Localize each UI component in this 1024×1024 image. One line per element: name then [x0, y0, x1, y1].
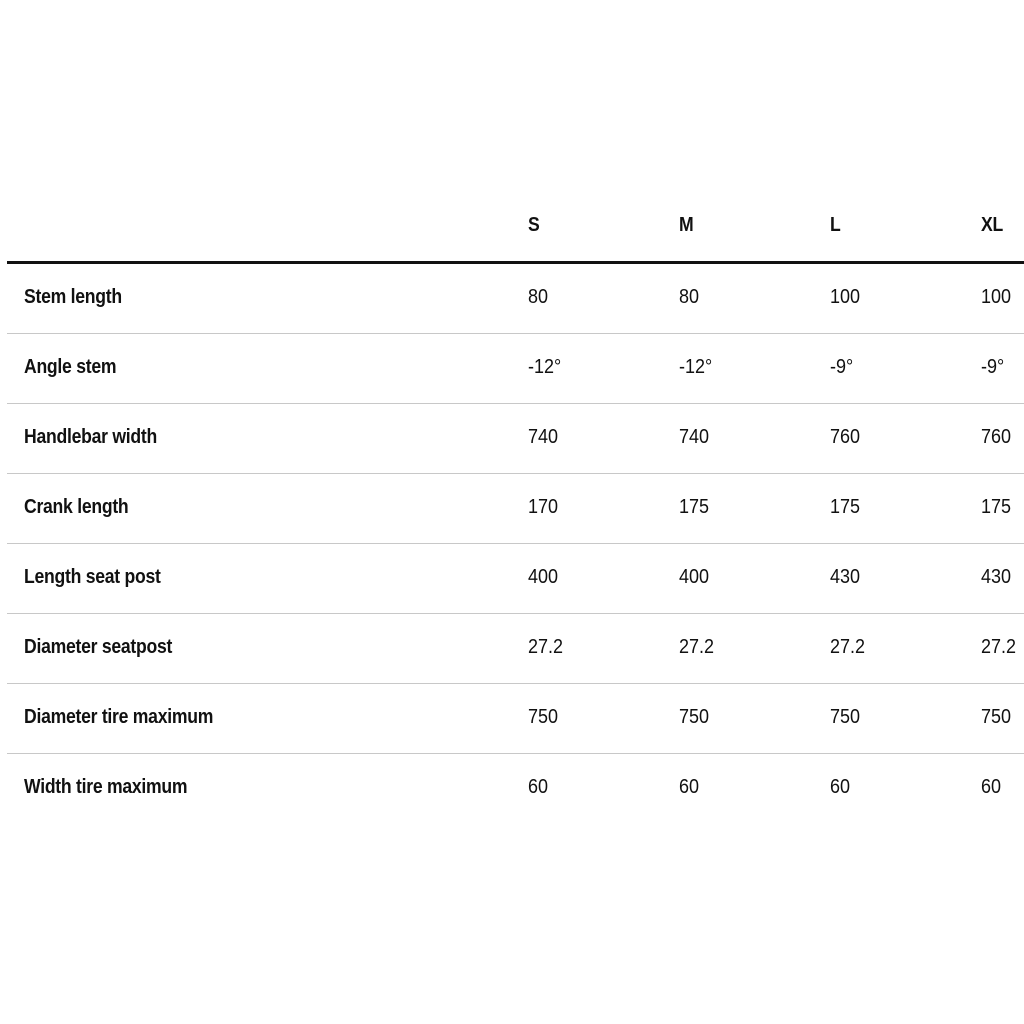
row-label: Angle stem — [24, 356, 117, 378]
table-cell: 175 — [830, 496, 861, 518]
table-cell: -12° — [528, 356, 562, 378]
table-row — [7, 474, 1024, 544]
table-cell: 27.2 — [679, 636, 715, 658]
table-cell: 60 — [528, 776, 549, 798]
header-size-s: S — [528, 214, 540, 236]
table-cell: 430 — [981, 566, 1012, 588]
table-cell: 740 — [528, 426, 559, 448]
table-header — [7, 192, 1024, 264]
table-cell: 750 — [679, 706, 710, 728]
row-label: Diameter seatpost — [24, 636, 173, 658]
table-row — [7, 334, 1024, 404]
table-row — [7, 754, 1024, 823]
table-cell: 400 — [528, 566, 559, 588]
header-size-m: M — [679, 214, 694, 236]
table-cell: 750 — [981, 706, 1012, 728]
geometry-table — [7, 192, 1024, 823]
table-cell: 740 — [679, 426, 710, 448]
table-cell: 750 — [830, 706, 861, 728]
row-label: Width tire maximum — [24, 776, 188, 798]
header-size-l: L — [830, 214, 841, 236]
table-cell: 175 — [981, 496, 1012, 518]
table-cell: 100 — [830, 286, 861, 308]
table-cell: 400 — [679, 566, 710, 588]
table-row — [7, 544, 1024, 614]
table-cell: -9° — [981, 356, 1005, 378]
row-label: Crank length — [24, 496, 129, 518]
table-cell: 170 — [528, 496, 559, 518]
table-cell: -12° — [679, 356, 713, 378]
row-label: Length seat post — [24, 566, 161, 588]
table-row — [7, 264, 1024, 334]
table-cell: 760 — [981, 426, 1012, 448]
table-cell: 27.2 — [528, 636, 564, 658]
table-cell: 80 — [528, 286, 549, 308]
table-cell: 60 — [981, 776, 1002, 798]
header-size-xl: XL — [981, 214, 1003, 236]
table-cell: 27.2 — [830, 636, 866, 658]
row-label: Diameter tire maximum — [24, 706, 214, 728]
table-cell: 27.2 — [981, 636, 1017, 658]
row-label: Stem length — [24, 286, 122, 308]
table-cell: 60 — [679, 776, 700, 798]
table-cell: 750 — [528, 706, 559, 728]
table-cell: 60 — [830, 776, 851, 798]
table-cell: -9° — [830, 356, 854, 378]
table-row — [7, 684, 1024, 754]
table-cell: 175 — [679, 496, 710, 518]
table-cell: 430 — [830, 566, 861, 588]
table-row — [7, 614, 1024, 684]
table-cell: 760 — [830, 426, 861, 448]
row-label: Handlebar width — [24, 426, 157, 448]
table-row — [7, 404, 1024, 474]
table-cell: 80 — [679, 286, 700, 308]
table-cell: 100 — [981, 286, 1012, 308]
